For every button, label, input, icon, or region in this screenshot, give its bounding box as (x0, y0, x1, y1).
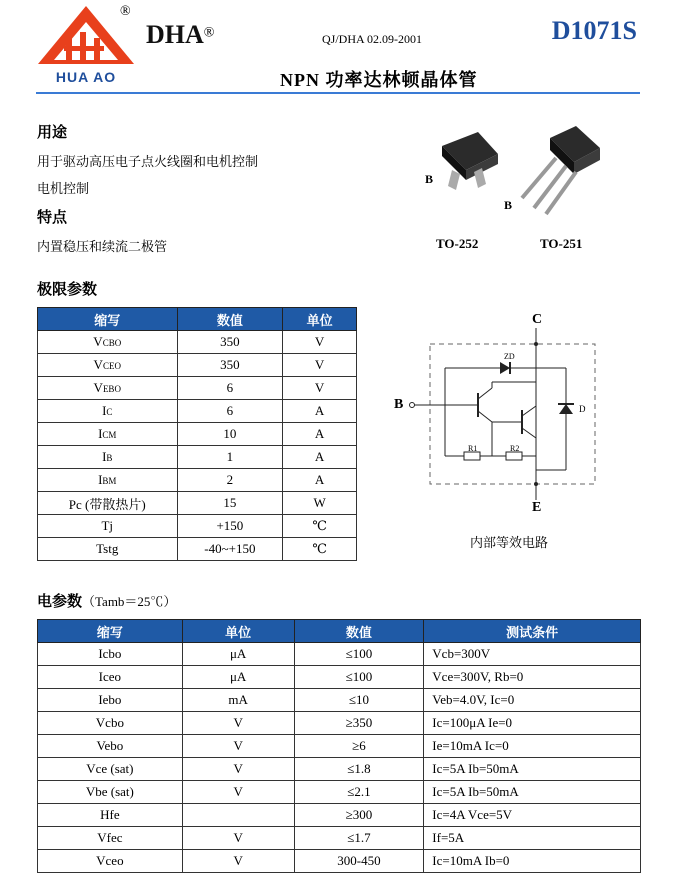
limits-symbol: VCEO (38, 354, 178, 377)
table-row (38, 469, 357, 492)
limits-unit: A (283, 400, 357, 423)
electrical-condition: Veb=4.0V, Ic=0 (424, 689, 641, 712)
electrical-value: ≤1.8 (294, 758, 424, 781)
table-row (38, 423, 357, 446)
electrical-heading: 电参数 (37, 592, 83, 610)
electrical-col-unit: 单位 (182, 620, 294, 643)
table-row (38, 538, 357, 561)
electrical-symbol: Icbo (38, 643, 183, 666)
usage-heading: 用途 (37, 123, 68, 141)
table-row (38, 643, 641, 666)
electrical-unit: μA (182, 643, 294, 666)
table-row (38, 804, 641, 827)
electrical-symbol: Iceo (38, 666, 183, 689)
table-row (38, 666, 641, 689)
electrical-unit: V (182, 712, 294, 735)
electrical-symbol: Vbe (sat) (38, 781, 183, 804)
circuit-label-zd: ZD (504, 352, 515, 361)
limits-table (37, 307, 357, 561)
limits-value: 15 (177, 492, 283, 515)
electrical-value: ≤2.1 (294, 781, 424, 804)
electrical-condition: Ic=5A Ib=50mA (424, 781, 641, 804)
electrical-symbol: Vce (sat) (38, 758, 183, 781)
limits-unit: A (283, 469, 357, 492)
table-row (38, 515, 357, 538)
limits-unit: ℃ (283, 538, 357, 561)
package-to251-icon (510, 124, 610, 220)
logo-registered-mark: ® (120, 4, 131, 19)
limits-header-row (38, 308, 357, 331)
package-to251-label: TO-251 (540, 236, 583, 251)
limits-unit: V (283, 377, 357, 400)
brand-text: DHA (146, 20, 204, 49)
limits-symbol: Pc (带散热片) (38, 492, 178, 515)
limits-col-symbol: 缩写 (38, 308, 178, 331)
limits-unit: V (283, 331, 357, 354)
electrical-condition: Vcb=300V (424, 643, 641, 666)
electrical-unit: mA (182, 689, 294, 712)
limits-value: 350 (177, 354, 283, 377)
limits-value: 2 (177, 469, 283, 492)
equivalent-circuit-diagram (390, 310, 620, 520)
electrical-symbol: Vebo (38, 735, 183, 758)
table-row (38, 850, 641, 873)
limits-symbol: ICM (38, 423, 178, 446)
limits-unit: A (283, 423, 357, 446)
electrical-unit: V (182, 827, 294, 850)
table-row (38, 331, 357, 354)
usage-line-1: 用于驱动高压电子点火线圈和电机控制 (37, 155, 259, 170)
limits-symbol: IC (38, 400, 178, 423)
package-to252-pin-b: B (425, 172, 434, 186)
circuit-label-c: C (532, 312, 543, 327)
electrical-symbol: Vcbo (38, 712, 183, 735)
electrical-condition: Vce=300V, Rb=0 (424, 666, 641, 689)
table-row (38, 735, 641, 758)
electrical-unit: μA (182, 666, 294, 689)
electrical-symbol: Vceo (38, 850, 183, 873)
circuit-caption: 内部等效电路 (470, 536, 549, 551)
limits-heading: 极限参数 (37, 280, 98, 298)
electrical-condition: Ic=4A Vce=5V (424, 804, 641, 827)
limits-value: 10 (177, 423, 283, 446)
limits-symbol: IBM (38, 469, 178, 492)
limits-unit: W (283, 492, 357, 515)
package-to252-icon (420, 128, 510, 208)
table-row (38, 689, 641, 712)
usage-line-2: 电机控制 (37, 182, 90, 197)
limits-value: +150 (177, 515, 283, 538)
electrical-value: ≥300 (294, 804, 424, 827)
table-row (38, 492, 357, 515)
limits-symbol: Tj (38, 515, 178, 538)
electrical-unit: V (182, 735, 294, 758)
electrical-value: ≤100 (294, 666, 424, 689)
limits-symbol: VCBO (38, 331, 178, 354)
circuit-label-d: D (579, 404, 586, 414)
electrical-heading-group (37, 590, 176, 611)
circuit-label-r1: R1 (468, 444, 478, 453)
electrical-symbol: Hfe (38, 804, 183, 827)
limits-unit: ℃ (283, 515, 357, 538)
limits-symbol: VEBO (38, 377, 178, 400)
electrical-condition: Ic=5A Ib=50mA (424, 758, 641, 781)
limits-value: 6 (177, 377, 283, 400)
electrical-unit: V (182, 781, 294, 804)
electrical-condition: Ic=100μA Ie=0 (424, 712, 641, 735)
features-heading: 特点 (37, 208, 68, 226)
electrical-value: ≥6 (294, 735, 424, 758)
table-row (38, 400, 357, 423)
electrical-unit: V (182, 758, 294, 781)
document-title: NPN 功率达林顿晶体管 (280, 70, 478, 90)
header-divider (36, 92, 640, 94)
limits-unit: V (283, 354, 357, 377)
electrical-value: ≤100 (294, 643, 424, 666)
circuit-label-e: E (532, 500, 542, 515)
table-row (38, 446, 357, 469)
table-row (38, 354, 357, 377)
electrical-table (37, 619, 641, 873)
circuit-label-r2: R2 (510, 444, 520, 453)
electrical-value: ≤10 (294, 689, 424, 712)
limits-value: 6 (177, 400, 283, 423)
table-row (38, 827, 641, 850)
package-to251-pin-b: B (504, 198, 513, 212)
limits-unit: A (283, 446, 357, 469)
limits-value: 350 (177, 331, 283, 354)
part-number: D1071S (551, 16, 637, 45)
limits-symbol: IB (38, 446, 178, 469)
limits-value: 1 (177, 446, 283, 469)
limits-col-value: 数值 (177, 308, 283, 331)
electrical-col-value: 数值 (294, 620, 424, 643)
electrical-value: ≥350 (294, 712, 424, 735)
features-line-1: 内置稳压和续流二极管 (37, 240, 168, 255)
electrical-condition: Ic=10mA Ib=0 (424, 850, 641, 873)
limits-col-unit: 单位 (283, 308, 357, 331)
electrical-header-row (38, 620, 641, 643)
brand-registered-mark: ® (203, 25, 215, 41)
limits-value: -40~+150 (177, 538, 283, 561)
electrical-symbol: Vfec (38, 827, 183, 850)
limits-symbol: Tstg (38, 538, 178, 561)
electrical-value: ≤1.7 (294, 827, 424, 850)
table-row (38, 758, 641, 781)
package-to252-label: TO-252 (436, 236, 479, 251)
electrical-condition: If=5A (424, 827, 641, 850)
electrical-condition: Ie=10mA Ic=0 (424, 735, 641, 758)
brand-name (146, 20, 214, 50)
electrical-value: 300-450 (294, 850, 424, 873)
table-row (38, 781, 641, 804)
electrical-unit (182, 804, 294, 827)
table-row (38, 712, 641, 735)
electrical-unit: V (182, 850, 294, 873)
table-row (38, 377, 357, 400)
standard-code: QJ/DHA 02.09-2001 (322, 32, 423, 46)
circuit-label-b: B (394, 397, 404, 412)
logo-text: HUA AO (55, 69, 117, 85)
electrical-symbol: Iebo (38, 689, 183, 712)
electrical-col-condition: 测试条件 (424, 620, 641, 643)
electrical-condition: （Tamb＝25℃） (82, 594, 177, 609)
electrical-col-symbol: 缩写 (38, 620, 183, 643)
